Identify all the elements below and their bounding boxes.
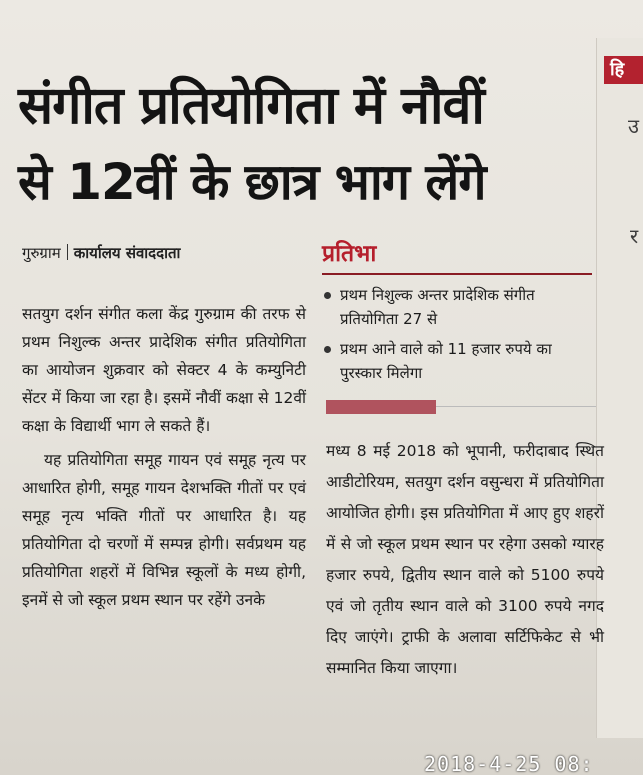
highlights-rule [322, 273, 592, 275]
highlight-text: प्रथम आने वाले को 11 हजार रुपये का पुरस्कार मिलेगा [340, 340, 552, 382]
highlights-title: प्रतिभा [322, 241, 377, 267]
highlight-text: प्रथम निशुल्क अन्तर प्रादेशिक संगीत प्रतियोगिता 27 से [340, 286, 535, 328]
highlight-item [322, 283, 592, 331]
byline-city: गुरुग्राम [22, 244, 61, 262]
byline-desk: कार्यालय संवाददाता [73, 244, 181, 262]
highlights-list [322, 283, 592, 391]
photo-timestamp: 2018-4-25 08: [424, 752, 594, 775]
headline-line-1: संगीत प्रतियोगिता में नौवीं [18, 76, 484, 136]
highlight-item [322, 337, 592, 385]
bullet-icon [324, 346, 331, 353]
highlights-divider [436, 406, 596, 407]
article-column-left [22, 300, 306, 614]
headline-line-2: से 12वीं के छात्र भाग लेंगे [18, 153, 486, 211]
adjacent-text-fragment: उ [628, 114, 639, 138]
article-paragraph: मध्य 8 मई 2018 को भूपानी, फरीदाबाद स्थित आडीटोरियम, सतयुग दर्शन वसुन्धरा में प्रतियोगिता आयोजित होगी। इस प्रतियोगिता में आए हुए शहरों में से जो स्कूल प्रथम स्थान पर रहेगा उसको ग्यारह हजार रुपये, द्वितीय स्थान वाले को 5100 रुपये एवं जो तृतीय स्थान वाले को 3100 रुपये नगद दिए जाएंगे। ट्राफी के अलावा सर्टिफिकेट से भी सम्मानित किया जाएगा। [326, 442, 604, 677]
highlights-accent-bar [326, 400, 436, 414]
bullet-icon [324, 292, 331, 299]
adjacent-text-fragment: र [630, 224, 639, 248]
byline [22, 243, 180, 263]
byline-separator [67, 244, 68, 260]
adjacent-section-tag: हि [604, 56, 643, 84]
article-paragraph: सतयुग दर्शन संगीत कला केंद्र गुरुग्राम की तरफ से प्रथम निशुल्क अन्तर प्रादेशिक संगीत प्रतियोगिता का आयोजन शुक्रवार को सेक्टर 4 के कम्युनिटी सेंटर में किया जा रहा है। इसमें नौवीं कक्षा से 12वीं कक्षा के विद्यार्थी भाग ले सकते हैं। [22, 305, 306, 435]
article-paragraph: यह प्रतियोगिता समूह गायन एवं समूह नृत्य पर आधारित होगी, समूह गायन देशभक्ति गीतों पर एवं समूह नृत्य भक्ति गीतों पर आधारित है। यह प्रतियोगिता दो चरणों में सम्पन्न होगी। सर्वप्रथम यह प्रतियोगिता शहरों में विभिन्न स्कूलों के मध्य होगी, इनमें से जो स्कूल प्रथम स्थान पर रहेंगे उनके [22, 451, 306, 609]
article-column-right [326, 436, 604, 684]
